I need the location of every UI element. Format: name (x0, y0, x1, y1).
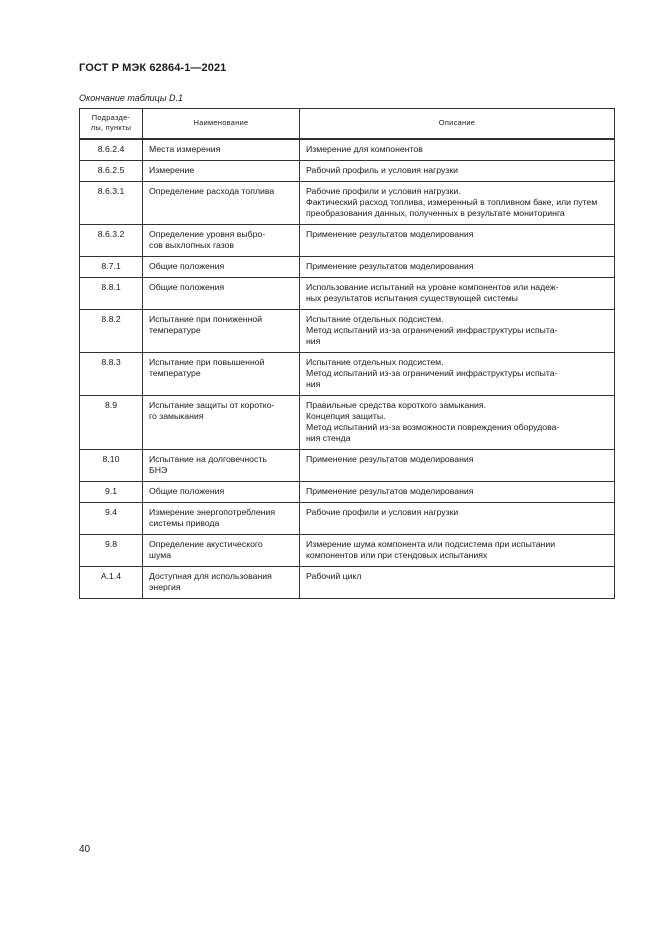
cell-name: Испытание защиты от коротко- го замыкания (143, 396, 300, 450)
cell-section-number: 9.8 (80, 535, 143, 567)
cell-section-number: 9.1 (80, 482, 143, 503)
cell-section-number: 8.9 (80, 396, 143, 450)
cell-name: Общие положения (143, 257, 300, 278)
page-number: 40 (79, 844, 91, 855)
cell-description: Правильные средства короткого замыкания. Концепция защиты. Метод испытаний из-за возможности повреждения оборудова- ния стенда (300, 396, 615, 450)
cell-description: Использование испытаний на уровне компонентов или надеж- ных результатов испытания существующей системы (300, 278, 615, 310)
cell-description: Применение результатов моделирования (300, 257, 615, 278)
table-row (80, 257, 615, 278)
column-header-description: Описание (300, 109, 615, 140)
table-row (80, 353, 615, 396)
cell-name: Испытание при пониженной температуре (143, 310, 300, 353)
table-row (80, 503, 615, 535)
cell-section-number: A.1.4 (80, 567, 143, 599)
cell-section-number: 8.6.3.1 (80, 182, 143, 225)
cell-description: Испытание отдельных подсистем. Метод испытаний из-за ограничений инфраструктуры испыта- ния (300, 353, 615, 396)
cell-description: Измерение шума компонента или подсистема при испытании компонентов или при стендовых испытаниях (300, 535, 615, 567)
cell-section-number: 8.10 (80, 450, 143, 482)
table-caption: Окончание таблицы D.1 (79, 93, 183, 103)
cell-description: Измерение для компонентов (300, 139, 615, 161)
table-row (80, 310, 615, 353)
data-table (79, 108, 615, 599)
cell-section-number: 8.6.2.4 (80, 139, 143, 161)
table-row (80, 535, 615, 567)
cell-description: Применение результатов моделирования (300, 450, 615, 482)
table-row (80, 139, 615, 161)
cell-section-number: 8.6.3.2 (80, 225, 143, 257)
table-row (80, 225, 615, 257)
cell-name: Места измерения (143, 139, 300, 161)
cell-description: Рабочие профили и условия нагрузки (300, 503, 615, 535)
column-header-name: Наименование (143, 109, 300, 140)
cell-name: Доступная для использования энергия (143, 567, 300, 599)
table-header-row (80, 109, 615, 140)
table-row (80, 450, 615, 482)
table-row (80, 161, 615, 182)
cell-section-number: 8.8.2 (80, 310, 143, 353)
cell-section-number: 8.7.1 (80, 257, 143, 278)
cell-section-number: 8.8.3 (80, 353, 143, 396)
cell-section-number: 9.4 (80, 503, 143, 535)
cell-description: Применение результатов моделирования (300, 225, 615, 257)
table-row (80, 567, 615, 599)
cell-description: Рабочий цикл (300, 567, 615, 599)
cell-description: Рабочий профиль и условия нагрузки (300, 161, 615, 182)
cell-name: Определение акустического шума (143, 535, 300, 567)
cell-name: Общие положения (143, 482, 300, 503)
cell-description: Применение результатов моделирования (300, 482, 615, 503)
cell-name: Испытание на долговечность БНЭ (143, 450, 300, 482)
cell-description: Испытание отдельных подсистем. Метод испытаний из-за ограничений инфраструктуры испыта- ния (300, 310, 615, 353)
cell-name: Испытание при повышенной температуре (143, 353, 300, 396)
cell-section-number: 8.8.1 (80, 278, 143, 310)
table-body (80, 139, 615, 599)
cell-name: Определение уровня выбро- сов выхлопных газов (143, 225, 300, 257)
table-row (80, 278, 615, 310)
cell-description: Рабочие профили и условия нагрузки. Фактический расход топлива, измеренный в топливном баке, или путем преобразования данных, полученных в результате мониторинга (300, 182, 615, 225)
document-header: ГОСТ Р МЭК 62864-1—2021 (79, 62, 227, 74)
cell-name: Общие положения (143, 278, 300, 310)
table-row (80, 396, 615, 450)
table-row (80, 182, 615, 225)
cell-name: Измерение (143, 161, 300, 182)
cell-name: Определение расхода топлива (143, 182, 300, 225)
cell-name: Измерение энергопотребления системы привода (143, 503, 300, 535)
column-header-section: Подразде- лы, пункты (80, 109, 143, 140)
table-row (80, 482, 615, 503)
cell-section-number: 8.6.2.5 (80, 161, 143, 182)
